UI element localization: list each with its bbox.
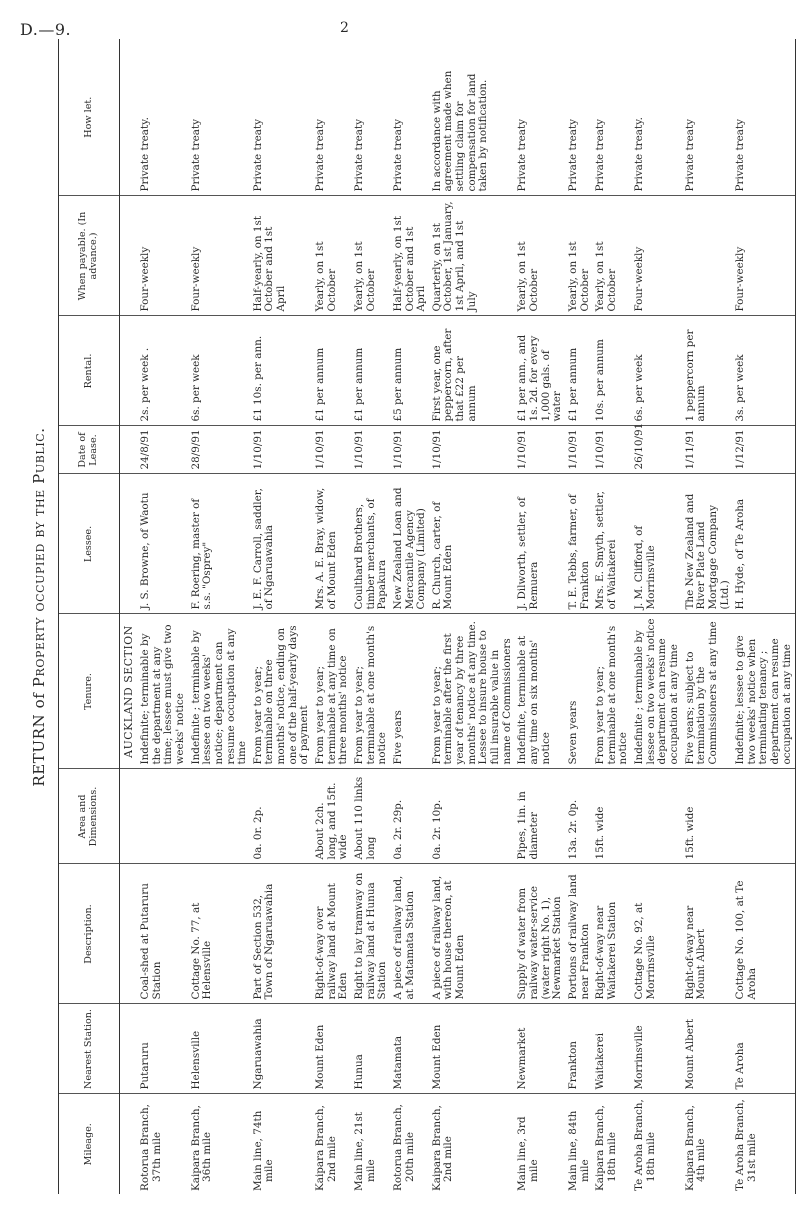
cell-area: 0a. 2r. 10p. xyxy=(430,769,515,864)
table-row xyxy=(251,39,313,1194)
cell-mileage: Kaipara Branch, 4th mile xyxy=(683,1105,708,1191)
cell-station: Morrinsville xyxy=(632,1004,683,1094)
cell-rental: £1 per annum xyxy=(313,316,352,426)
cell-description: Right-of-way over railway land at Mount Eden xyxy=(313,864,352,1004)
cell-mileage: Main line, 74th mile xyxy=(251,1110,276,1191)
cell-how-let: Private treaty xyxy=(251,39,313,196)
page-number: 2 xyxy=(340,20,349,36)
cell-area: 0a. 2r. 29p. xyxy=(391,769,430,864)
cell-how-let: In accordance with agreement made when settling claim for compensation for land taken by notification. xyxy=(430,39,515,196)
cell-payable: Four-weekly xyxy=(189,196,251,316)
cell-lessee: J. E. F. Carroll, saddler, of Ngaruawahia xyxy=(251,474,313,614)
cell-how-let: Private treaty xyxy=(352,39,391,196)
cell-mileage: Main line, 21st mile xyxy=(352,1112,377,1191)
cell-description: Portions of railway land near Frankton xyxy=(566,864,593,1004)
cell-mileage: Rotorua Branch, 37th mile xyxy=(139,1104,163,1191)
cell-payable: Yearly, on 1st October xyxy=(515,196,566,316)
cell-date: 1/10/91 xyxy=(593,426,632,474)
col-station-header: Nearest Station. xyxy=(59,1004,120,1094)
cell-tenure: From year to year; terminable after the first year of tenancy by three months' notice at any time. Lessee to insure house to full insurable value in name of Commissioners xyxy=(430,614,515,769)
cell-lessee: J. S. Browne, of Waotu xyxy=(138,474,189,614)
cell-area: 13a. 2r. 0p. xyxy=(566,769,593,864)
cell-description: Part of Section 532, Town of Ngaruawahia xyxy=(251,864,313,1004)
cell-area: 15ft. wide xyxy=(593,769,632,864)
cell-rental: 1 peppercorn per annum xyxy=(683,316,734,426)
cell-lessee: Mrs. A. E. Bray, widow, of Mount Eden xyxy=(313,474,352,614)
table-row xyxy=(683,39,734,1194)
cell-mileage: Kaipara Branch, 2nd mile xyxy=(314,1105,338,1191)
cell-lessee: Mrs. E. Smyth, settler, of Waitakerei xyxy=(593,474,632,614)
cell-lessee: H. Hyde, of Te Aroha xyxy=(733,474,796,614)
table-row xyxy=(566,39,593,1194)
cell-how-let: Private treaty xyxy=(189,39,251,196)
cell-date: 1/10/91 xyxy=(313,426,352,474)
cell-description: Right to lay tramway on railway land at Hunua Station xyxy=(352,864,391,1004)
property-return-table xyxy=(58,39,796,1194)
heading-smallcaps: Property occupied by the Public. xyxy=(30,427,48,688)
table-row xyxy=(632,39,683,1194)
col-date-header: Date of Lease. xyxy=(59,426,120,474)
cell-date: 1/12/91 xyxy=(733,426,796,474)
table-row xyxy=(391,39,430,1194)
cell-area xyxy=(189,769,251,864)
cell-station: Ngaruawahia xyxy=(251,1004,313,1094)
cell-area: About 2ch. long, and 15ft. wide xyxy=(313,769,352,864)
cell-station: Mount Eden xyxy=(430,1004,515,1094)
cell-payable: Yearly, on 1st October xyxy=(313,196,352,316)
cell-description: Cottage No. 77, at Helensville xyxy=(189,864,251,1004)
cell-date: 28/9/91 xyxy=(189,426,251,474)
heading-lead: RETURN of xyxy=(30,687,48,787)
cell-area: Pipes, 1in. in diameter xyxy=(515,769,566,864)
table-row xyxy=(733,39,796,1194)
cell-description: Cottage No. 100, at Te Aroha xyxy=(733,864,796,1004)
cell-station: Frankton xyxy=(566,1004,593,1094)
cell-date: 1/11/91 xyxy=(683,426,734,474)
cell-lessee: J. M. Clifford, of Morrinsville xyxy=(632,474,683,614)
cell-payable xyxy=(683,196,734,316)
cell-date: 26/10/91 xyxy=(632,426,683,474)
cell-tenure: Indefinite; lessee to give two weeks' notice when terminating tenancy ; department can resume occupation at any time xyxy=(733,614,796,769)
cell-rental: 10s. per annum xyxy=(593,316,632,426)
cell-payable: Four-weekly xyxy=(138,196,189,316)
cell-payable: Quarterly, on 1st October, 1st January, 1st April, and 1st July xyxy=(430,196,515,316)
table-row xyxy=(430,39,515,1194)
table-row xyxy=(352,39,391,1194)
header-row xyxy=(59,39,120,1194)
cell-area: 15ft. wide xyxy=(683,769,734,864)
table-row xyxy=(138,39,189,1194)
cell-tenure: Indefinite ; terminable by lessee on two weeks' notice; department can resume occupation at any time xyxy=(189,614,251,769)
cell-station: Waitakerei xyxy=(593,1004,632,1094)
col-description-header: Description. xyxy=(59,864,120,1004)
cell-mileage: Te Aroha Branch, 31st mile xyxy=(733,1094,796,1194)
cell-tenure: From year to year; terminable at any time on three months' notice xyxy=(313,614,352,769)
cell-date: 1/10/91 xyxy=(352,426,391,474)
cell-station: Hunua xyxy=(352,1004,391,1094)
table-row xyxy=(189,39,251,1194)
cell-rental: £5 per annum xyxy=(391,316,430,426)
cell-mileage: Kaipara Branch, 18th mile xyxy=(594,1105,618,1191)
cell-mileage: Main line, 84th mile xyxy=(566,1110,591,1191)
cell-station: Mount Albert xyxy=(683,1004,734,1094)
page-heading xyxy=(30,0,48,1214)
cell-mileage: Kaipara Branch, 36th mile xyxy=(189,1105,214,1191)
col-tenure-header: Tenure. xyxy=(59,614,120,769)
cell-description: Supply of water from railway water-service (water right No. 1), Newmarket Station xyxy=(515,864,566,1004)
table-row xyxy=(593,39,632,1194)
table-row xyxy=(313,39,352,1194)
cell-how-let: Private treaty xyxy=(683,39,734,196)
cell-payable: Four-weekly xyxy=(733,196,796,316)
cell-payable: Half-yearly, on 1st October and 1st April xyxy=(391,196,430,316)
section-row xyxy=(120,39,139,1194)
cell-tenure: Indefinite ; terminable by lessee on two weeks' notice department can resume occupation at any time xyxy=(632,614,683,769)
col-howlet-header: How let. xyxy=(59,39,120,196)
cell-rental: £1 per annum xyxy=(352,316,391,426)
section-title: AUCKLAND SECTION xyxy=(120,614,139,769)
cell-lessee: The New Zealand and River Plate Land Mortgage Company (Ltd.) xyxy=(683,474,734,614)
cell-tenure: From year to year; terminable at one month's notice xyxy=(593,614,632,769)
cell-how-let: Private treaty xyxy=(566,39,593,196)
cell-mileage: Rotorua Branch, 20th mile xyxy=(391,1104,416,1191)
cell-how-let: Private treaty. xyxy=(632,39,683,196)
cell-rental: 2s. per week . xyxy=(138,316,189,426)
cell-how-let: Private treaty xyxy=(733,39,796,196)
cell-station: Mount Eden xyxy=(313,1004,352,1094)
cell-area: About 110 links long xyxy=(352,769,391,864)
cell-tenure: Seven years xyxy=(566,614,593,769)
cell-how-let: Private treaty xyxy=(313,39,352,196)
cell-date: 1/10/91 xyxy=(430,426,515,474)
cell-rental: 6s. per week xyxy=(632,316,683,426)
page-identifier: D.—9. xyxy=(20,20,72,39)
cell-description: Coal-shed at Putaruru Station xyxy=(138,864,189,1004)
cell-description: A piece of railway land, at Matamata Station xyxy=(391,864,430,1004)
cell-payable: Yearly, on 1st October xyxy=(593,196,632,316)
col-mileage-header: Mileage. xyxy=(59,1094,120,1194)
cell-date: 1/10/91 xyxy=(391,426,430,474)
cell-rental: £1 per annum xyxy=(566,316,593,426)
cell-description: A piece of railway land, with house thereon, at Mount Eden xyxy=(430,864,515,1004)
cell-rental: 3s. per week xyxy=(733,316,796,426)
col-area-header: Area and Dimensions. xyxy=(59,769,120,864)
cell-description: Cottage No. 92, at Morrinsville xyxy=(632,864,683,1004)
cell-rental: £1 10s. per ann. xyxy=(251,316,313,426)
col-rental-header: Rental. xyxy=(59,316,120,426)
cell-station: Helensville xyxy=(189,1004,251,1094)
cell-station: Newmarket xyxy=(515,1004,566,1094)
cell-tenure: Five years xyxy=(391,614,430,769)
cell-date: 1/10/91 xyxy=(566,426,593,474)
cell-how-let: Private treaty. xyxy=(138,39,189,196)
cell-payable: Yearly, on 1st October xyxy=(352,196,391,316)
cell-station: Matamata xyxy=(391,1004,430,1094)
cell-date: 24/8/91 xyxy=(138,426,189,474)
cell-lessee: F. Roering, master of s.s. "Osprey" xyxy=(189,474,251,614)
cell-description: Right-of-way near Mount Albert xyxy=(683,864,734,1004)
col-lessee-header: Lessee. xyxy=(59,474,120,614)
cell-rental: First year, one peppercorn, after that £22 per annum xyxy=(430,316,515,426)
cell-payable: Four-weekly xyxy=(632,196,683,316)
cell-tenure: From year to year; terminable on three months' notice, ending on one of the half-yearly days of payment xyxy=(251,614,313,769)
cell-rental: £1 per ann., and 1s. 2d. for every 1,000 gals. of water xyxy=(515,316,566,426)
cell-date: 1/10/91 xyxy=(251,426,313,474)
cell-tenure: Indefinite; terminable by the department at any time; lessee must give two weeks' notice xyxy=(138,614,189,769)
cell-tenure: From year to year; terminable at one month's notice xyxy=(352,614,391,769)
cell-station: Te Aroha xyxy=(733,1004,796,1094)
cell-area xyxy=(733,769,796,864)
cell-tenure: Five years; subject to termination by the Commissioners at any time xyxy=(683,614,734,769)
table-row xyxy=(515,39,566,1194)
cell-lessee: T. E. Tebbs, farmer, of Frankton xyxy=(566,474,593,614)
cell-lessee: Coulthard Brothers, timber merchants, of Papakura xyxy=(352,474,391,614)
cell-area: 0a. 0r. 2p. xyxy=(251,769,313,864)
cell-area xyxy=(632,769,683,864)
cell-how-let: Private treaty xyxy=(593,39,632,196)
cell-area xyxy=(138,769,189,864)
cell-mileage: Te Aroha Branch, 18th mile xyxy=(633,1099,657,1191)
col-payable-header: When payable. (In advance.) xyxy=(59,196,120,316)
cell-mileage: Main line, 3rd mile xyxy=(516,1116,540,1191)
cell-station: Putaruru xyxy=(138,1004,189,1094)
cell-date: 1/10/91 xyxy=(515,426,566,474)
cell-how-let: Private treaty xyxy=(391,39,430,196)
cell-payable: Yearly, on 1st October xyxy=(566,196,593,316)
cell-mileage: Kaipara Branch, 2nd mile xyxy=(430,1105,455,1191)
cell-how-let: Private treaty xyxy=(515,39,566,196)
cell-description: Right-of-way near Waitakerei Station xyxy=(593,864,632,1004)
cell-lessee: New Zealand Loan and Mercantile Agency Company (Limited) xyxy=(391,474,430,614)
cell-lessee: J. Dilworth, settler, of Remuera xyxy=(515,474,566,614)
cell-rental: 6s. per week xyxy=(189,316,251,426)
cell-tenure: Indefinite, terminable at any time on six months' notice xyxy=(515,614,566,769)
cell-lessee: R. Church, carter, of Mount Eden xyxy=(430,474,515,614)
cell-payable: Half-yearly, on 1st October and 1st April xyxy=(251,196,313,316)
